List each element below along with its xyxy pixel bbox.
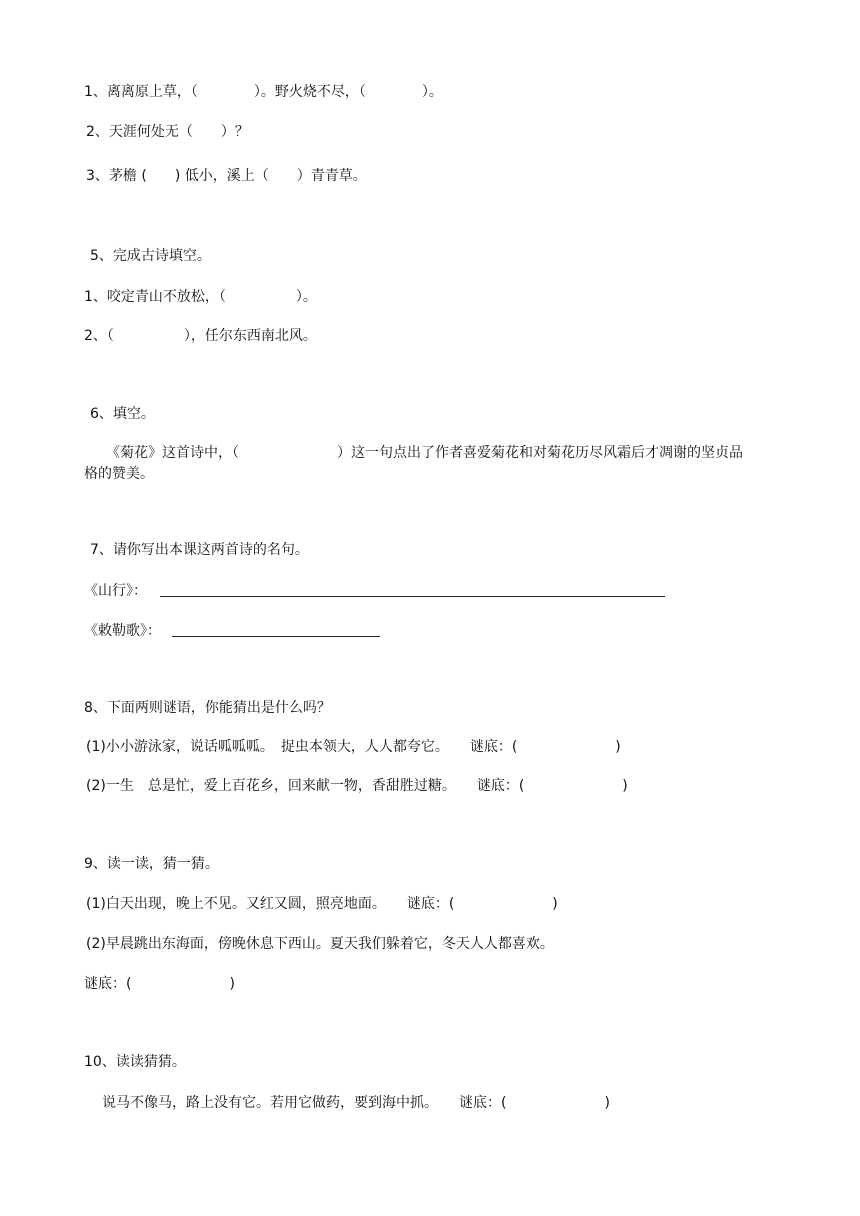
question-5-item-1: 1、咬定青山不放松，（ ）。: [84, 289, 317, 305]
question-9-heading: 9、读一读，猜一猜。: [84, 856, 219, 872]
question-8-riddle-1: (1)小小游泳家，说话呱呱呱。 捉虫本领大，人人都夸它。 谜底：( ): [86, 739, 621, 755]
question-2-line: 2、天涯何处无（ ）？: [86, 124, 249, 140]
question-10-heading: 10、读读猜猜。: [84, 1054, 186, 1070]
question-9-riddle-2: (2)早晨跳出东海面，傍晚休息下西山。夏天我们躲着它，冬天人人都喜欢。: [86, 936, 554, 952]
question-9-riddle-1: (1)白天出现，晚上不见。又红又圆，照亮地面。 谜底：( ): [86, 896, 558, 912]
question-9-answer-2: 谜底：( ): [84, 976, 235, 992]
question-1-line: 1、离离原上草，（ ）。野火烧不尽，（ ）。: [84, 84, 443, 100]
chilege-label: 《敕勒歌》：: [84, 623, 161, 639]
question-6-text-line-1: 《菊花》这首诗中，（ ）这一句点出了作者喜爱菊花和对菊花历尽风霜后才凋谢的坚贞品: [106, 445, 743, 461]
shanxing-label: 《山行》：: [84, 583, 147, 599]
question-6-text-line-2: 格的赞美。: [84, 466, 154, 482]
question-6-heading: 6、填空。: [90, 406, 155, 422]
question-8-heading: 8、下面两则谜语，你能猜出是什么吗？: [84, 700, 331, 716]
question-7-heading: 7、请你写出本课这两首诗的名句。: [90, 542, 309, 558]
question-5-item-2: 2、（ ），任尔东西南北风。: [84, 328, 317, 344]
question-8-riddle-2: (2)一生 总是忙，爱上百花乡，回来献一物，香甜胜过糖。 谜底：( ): [86, 778, 628, 794]
question-3-line: 3、茅檐 ( ) 低小，溪上（ ）青青草。: [86, 168, 367, 184]
chilege-answer-line[interactable]: [172, 636, 380, 637]
question-10-riddle: 说马不像马，路上没有它。若用它做药，要到海中抓。 谜底：( ): [102, 1095, 610, 1111]
shanxing-answer-line[interactable]: [160, 596, 665, 597]
question-5-heading: 5、完成古诗填空。: [90, 248, 211, 264]
